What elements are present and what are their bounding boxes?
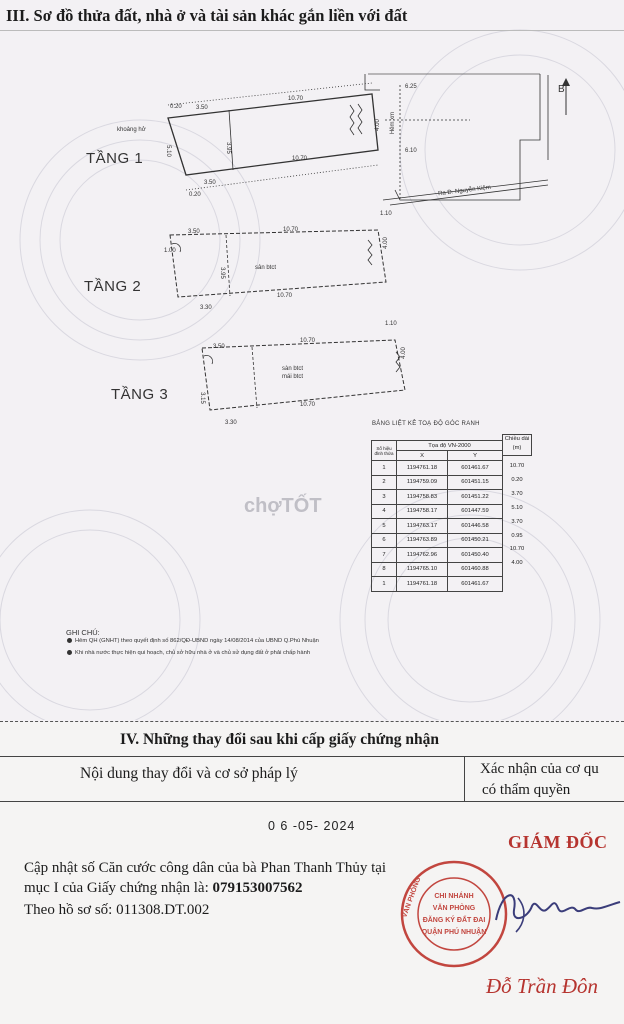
dim-label: 1.00 xyxy=(164,248,176,254)
dim-label: 3.50 xyxy=(196,105,208,111)
col-header-y: Y xyxy=(448,451,503,461)
dim-label: 1.10 xyxy=(380,211,392,217)
dim-label: 3.30 xyxy=(200,305,212,311)
dim-label: 10.70 xyxy=(277,293,293,299)
header-line xyxy=(0,756,624,757)
dim-label: 3.95 xyxy=(224,142,231,154)
coord-cell-no: 7 xyxy=(372,548,397,563)
coord-cell-no: 1 xyxy=(372,461,397,476)
coord-cell-y: 601450.40 xyxy=(448,548,503,563)
dim-label: 5.10 xyxy=(164,145,171,157)
coord-cell-y: 601447.59 xyxy=(448,504,503,519)
column-header-confirmation: Xác nhận của cơ qu có thẩm quyền xyxy=(480,761,599,798)
dim-label: 3.50 xyxy=(213,344,225,350)
coord-cell-x: 1194761.18 xyxy=(397,577,448,592)
col-header-toado: Tọa độ VN-2000 xyxy=(397,441,503,451)
coord-cell-x: 1194763.17 xyxy=(397,519,448,534)
coord-cell-y: 601461.67 xyxy=(448,461,503,476)
land-plot-diagram xyxy=(0,0,624,420)
bullet-icon xyxy=(67,638,72,643)
dim-label: 10.70 xyxy=(288,96,304,102)
dim-label: 4.00 xyxy=(374,119,381,131)
dim-label: 3.30 xyxy=(225,420,237,426)
column-divider xyxy=(464,757,465,802)
dim-label: 0.20 xyxy=(170,104,182,110)
section-divider xyxy=(0,721,624,722)
section-3-title: III. Sơ đồ thửa đất, nhà ở và tài sản khác gắn liền với đất xyxy=(6,6,408,25)
dim-label: 3.50 xyxy=(188,229,200,235)
segment-length: 5.10 xyxy=(511,504,523,511)
svg-text:CHI NHÁNH: CHI NHÁNH xyxy=(434,893,474,900)
col-header-sohieu: Số hiệu đỉnh thửa xyxy=(372,441,397,461)
header-bottom-line xyxy=(0,801,624,802)
dim-label: 0.20 xyxy=(189,192,201,198)
bullet-icon xyxy=(67,650,72,655)
dim-label: 10.70 xyxy=(300,338,316,344)
coord-row xyxy=(372,533,503,548)
col-header-x: X xyxy=(397,451,448,461)
coord-cell-y: 601451.15 xyxy=(448,475,503,490)
coord-cell-no: 4 xyxy=(372,504,397,519)
update-line-2: mục I của Giấy chứng nhận là: 079153007562 xyxy=(24,880,303,896)
khoang-ho-label: khoảng hở xyxy=(117,127,146,133)
floor-1-label: TẦNG 1 xyxy=(86,150,144,167)
floor-3-roof-label: mái btct xyxy=(282,374,304,380)
segment-length: 0.20 xyxy=(511,476,523,483)
update-date: 0 6 -05- 2024 xyxy=(268,819,356,833)
coord-cell-y: 601450.21 xyxy=(448,533,503,548)
coord-table xyxy=(371,440,503,592)
segment-length: 10.70 xyxy=(509,463,525,469)
segment-length: 3.70 xyxy=(511,518,523,525)
citizen-id-number: 079153007562 xyxy=(212,880,303,896)
coord-row xyxy=(372,490,503,505)
coord-row xyxy=(372,475,503,490)
coord-row xyxy=(372,504,503,519)
coord-row xyxy=(372,461,503,476)
floor-2-slab-label: sân btct xyxy=(255,265,277,271)
segment-length: 4.00 xyxy=(511,560,523,567)
coord-table-title: BẢNG LIỆT KÊ TOẠ ĐỘ GÓC RANH xyxy=(372,421,480,427)
coord-cell-y: 601446.58 xyxy=(448,519,503,534)
coord-cell-no: 6 xyxy=(372,533,397,548)
column-header-changes: Nội dung thay đổi và cơ sở pháp lý xyxy=(80,765,298,782)
dim-label: 3.15 xyxy=(198,392,205,404)
road-label: Ra Đ. Nguyễn Kiệm xyxy=(437,184,492,198)
coord-cell-no: 3 xyxy=(372,490,397,505)
length-column xyxy=(502,434,532,567)
svg-text:ĐĂNG KÝ ĐẤT ĐAI: ĐĂNG KÝ ĐẤT ĐAI xyxy=(422,917,486,924)
watermark: chợTỐT xyxy=(244,495,322,517)
north-label: B xyxy=(558,84,565,95)
floor-3-slab-label: sàn btct xyxy=(282,366,304,372)
dim-label: 4.00 xyxy=(382,237,389,249)
coord-cell-no: 8 xyxy=(372,562,397,577)
coord-cell-y: 601451.22 xyxy=(448,490,503,505)
coord-cell-y: 601461.67 xyxy=(448,577,503,592)
floor-3-label: TẦNG 3 xyxy=(111,386,169,403)
svg-text:VĂN PHÒNG: VĂN PHÒNG xyxy=(432,905,476,912)
coord-row xyxy=(372,519,503,534)
coord-cell-no: 5 xyxy=(372,519,397,534)
col-header-chieudai: Chiều dài (m) xyxy=(502,434,532,456)
update-line-1: Cập nhật số Căn cước công dân của bà Phan Thanh Thủy tại xyxy=(24,860,387,876)
coord-cell-x: 1194762.96 xyxy=(397,548,448,563)
dim-label: 6.25 xyxy=(405,84,417,90)
coord-cell-y: 601460.88 xyxy=(448,562,503,577)
svg-text:VĂN PHÒNG: VĂN PHÒNG xyxy=(401,876,423,919)
dim-label: 4.00 xyxy=(400,347,407,359)
segment-length: 3.70 xyxy=(511,490,523,497)
dim-label: 1.10 xyxy=(385,321,397,327)
segment-length: 10.70 xyxy=(509,546,525,553)
dim-label: 3.50 xyxy=(204,180,216,186)
coord-cell-x: 1194765.10 xyxy=(397,562,448,577)
handwritten-signature xyxy=(488,880,624,940)
svg-text:QUẬN PHÚ NHUẬN: QUẬN PHÚ NHUẬN xyxy=(421,929,487,936)
section-4-title: IV. Những thay đổi sau khi cấp giấy chứng nhận xyxy=(120,731,439,748)
segment-length: 0.95 xyxy=(511,532,523,539)
notes-title: GHI CHÚ: xyxy=(66,628,100,637)
coord-cell-x: 1194759.09 xyxy=(397,475,448,490)
coord-cell-no: 1 xyxy=(372,577,397,592)
signer-name: Đỗ Trần Đôn xyxy=(486,974,599,998)
alley-label: Hẻm xm xyxy=(390,111,397,135)
note-item: Hẻm QH (GNHT) theo quyết định số 862/QĐ-UBND ngày 14/08/2014 của UBND Q.Phú Nhuận xyxy=(67,638,319,644)
dim-label: 10.70 xyxy=(292,156,308,162)
dim-label: 10.70 xyxy=(300,402,316,408)
signer-title: GIÁM ĐỐC xyxy=(508,832,608,852)
coord-cell-no: 2 xyxy=(372,475,397,490)
coord-row xyxy=(372,562,503,577)
coord-cell-x: 1194758.17 xyxy=(397,504,448,519)
coord-cell-x: 1194761.18 xyxy=(397,461,448,476)
note-item: Khi nhà nước thực hiện qui hoạch, chủ sở hữu nhà ở và chủ sử dụng đất ở phải chấp hành xyxy=(67,650,310,656)
dim-label: 3.95 xyxy=(218,267,225,279)
dim-label: 6.10 xyxy=(405,148,417,154)
coord-cell-x: 1194758.83 xyxy=(397,490,448,505)
dim-label: 10.70 xyxy=(283,227,299,233)
floor-2-label: TẦNG 2 xyxy=(84,278,142,295)
coord-row xyxy=(372,548,503,563)
coord-row xyxy=(372,577,503,592)
update-line-3: Theo hồ sơ số: 011308.DT.002 xyxy=(24,902,210,918)
coord-cell-x: 1194763.89 xyxy=(397,533,448,548)
